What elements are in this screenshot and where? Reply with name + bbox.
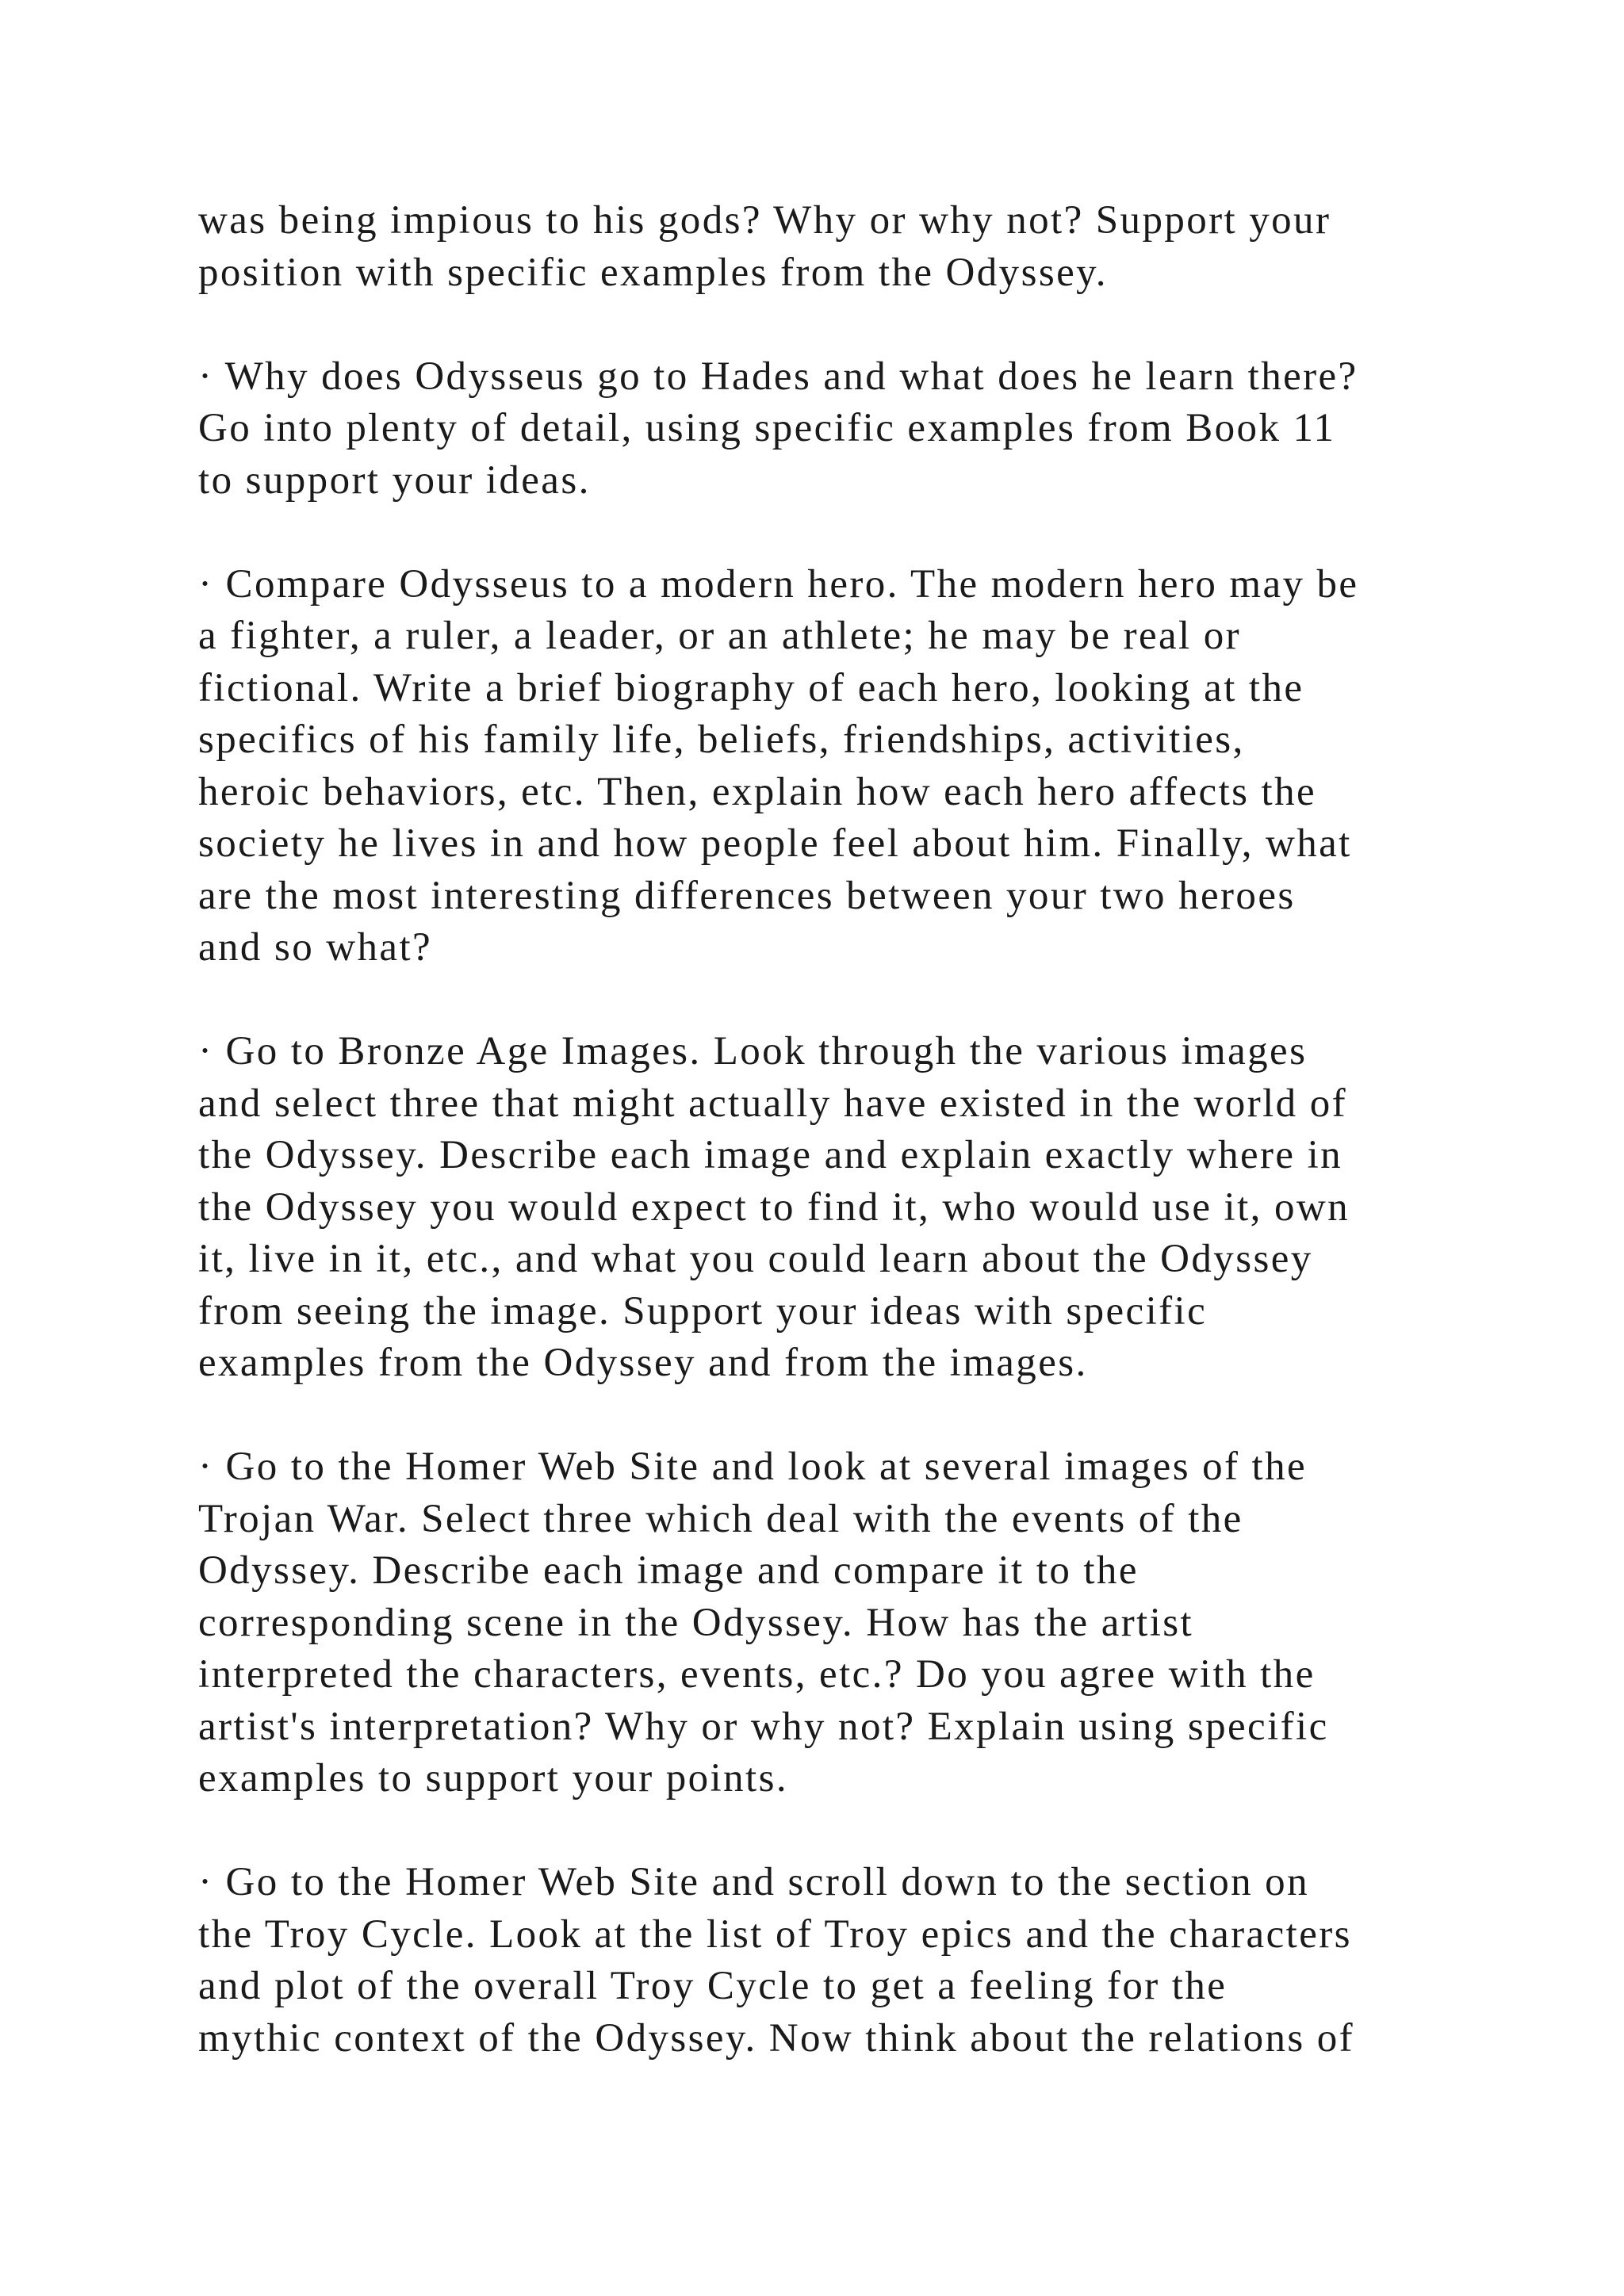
text-line: · Go to the Homer Web Site and scroll down to the section on [198,1860,1309,1904]
text-line: Trojan War. Select three which deal with the events of the [198,1496,1243,1541]
text-line: was being impious to his gods? Why or why not? Support your [198,198,1331,243]
text-line: mythic context of the Odyssey. Now think about the relations of [198,2015,1355,2061]
text-line: · Go to the Homer Web Site and look at several images of the [198,1445,1308,1489]
text-line: Odyssey. Describe each image and compare it to the [198,1548,1139,1593]
paragraph-hades-question [198,351,1546,507]
text-line: artist's interpretation? Why or why not? Explain using specific [198,1704,1329,1749]
text-line: position with specific examples from the Odyssey. [198,250,1108,295]
paragraph-modern-hero-question [198,559,1546,974]
text-line: and plot of the overall Troy Cycle to get a feeling for the [198,1964,1228,2008]
paragraph-troy-cycle-question [198,1857,1546,2064]
text-line: it, live in it, etc., and what you could learn about the Odyssey [198,1237,1313,1281]
text-line: a fighter, a ruler, a leader, or an athlete; he may be real or [198,614,1242,658]
text-line: society he lives in and how people feel about him. Finally, what [198,821,1352,866]
paragraph-impiety-question [198,195,1546,299]
text-line: and so what? [198,925,433,970]
text-line: examples from the Odyssey and from the images. [198,1341,1088,1385]
text-line: fictional. Write a brief biography of each hero, looking at the [198,665,1304,710]
text-line: examples to support your points. [198,1756,788,1800]
text-line: specifics of his family life, beliefs, friendships, activities, [198,718,1245,762]
text-line: are the most interesting differences between your two heroes [198,873,1296,918]
paragraph-trojan-war-question [198,1441,1546,1805]
text-line: and select three that might actually have existed in the world of [198,1081,1347,1126]
text-line: heroic behaviors, etc. Then, explain how each hero affects the [198,769,1317,814]
text-line: from seeing the image. Support your ideas with specific [198,1288,1208,1334]
text-line: · Compare Odysseus to a modern hero. The modern hero may be [198,561,1359,607]
text-line: · Why does Odysseus go to Hades and what does he learn there? [198,354,1358,399]
text-line: to support your ideas. [198,457,591,503]
text-line: the Odyssey. Describe each image and explain exactly where in [198,1133,1343,1177]
text-line: Go into plenty of detail, using specific examples from Book 11 [198,406,1336,450]
document-body [198,195,1546,2117]
text-line: corresponding scene in the Odyssey. How has the artist [198,1600,1194,1645]
text-line: the Troy Cycle. Look at the list of Troy epics and the characters [198,1911,1352,1957]
text-line: interpreted the characters, events, etc.? Do you agree with the [198,1652,1316,1697]
paragraph-bronze-age-question [198,1026,1546,1390]
text-line: the Odyssey you would expect to find it, who would use it, own [198,1184,1350,1230]
text-line: · Go to Bronze Age Images. Look through the various images [198,1029,1308,1073]
